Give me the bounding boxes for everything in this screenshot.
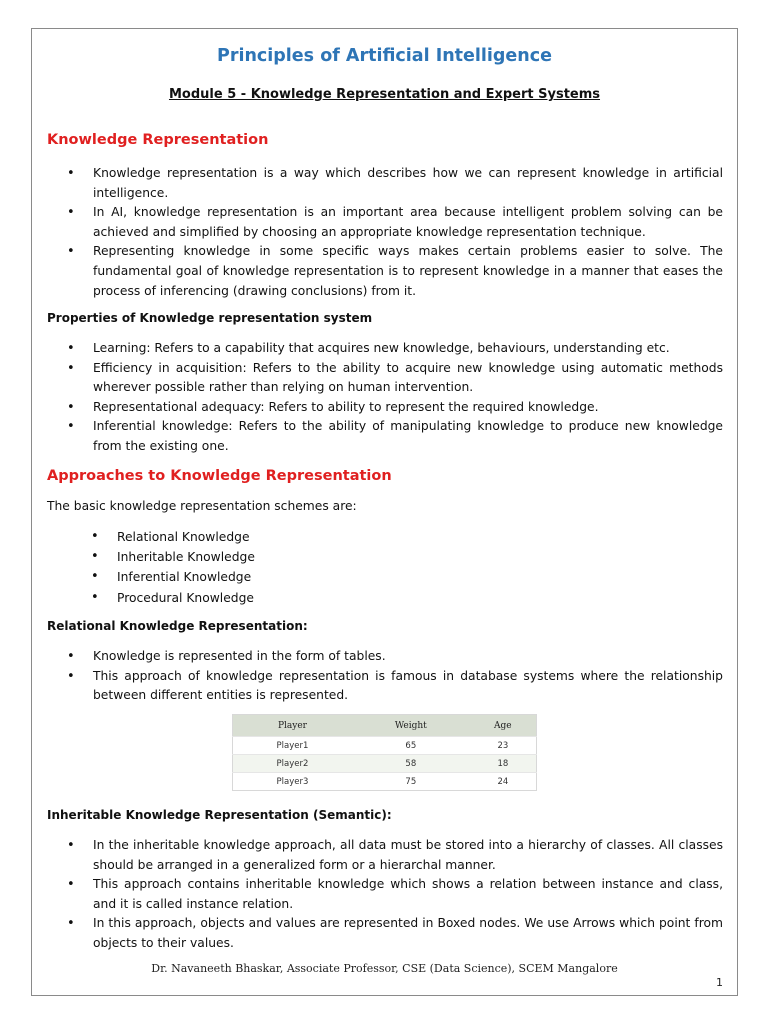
list-item: • Inferential Knowledge bbox=[90, 567, 255, 587]
list-item: • Knowledge representation is a way which describes how we can represent knowledge in artificial intelligence. bbox=[66, 164, 723, 203]
list-item: • In the inheritable knowledge approach, all data must be stored into a hierarchy of classes. All classes should be arranged in a generalized form or a hierarchal manner. bbox=[66, 836, 723, 875]
page-number: 1 bbox=[716, 976, 723, 989]
column-header: Player bbox=[233, 715, 352, 737]
schemes-intro: The basic knowledge representation schemes are: bbox=[47, 499, 357, 513]
list-item: • Relational Knowledge bbox=[90, 527, 255, 547]
knowledge-representation-list bbox=[66, 164, 723, 301]
table-cell: 58 bbox=[352, 755, 470, 773]
table-header-row bbox=[233, 715, 537, 737]
list-item: • Efficiency in acquisition: Refers to the ability to acquire new knowledge using automatic methods wherever possible rather than relying on human intervention. bbox=[66, 359, 723, 398]
list-item: • Learning: Refers to a capability that acquires new knowledge, behaviours, understanding etc. bbox=[66, 339, 723, 359]
player-table bbox=[232, 714, 537, 791]
table-row bbox=[233, 773, 537, 791]
list-item: • Representing knowledge in some specific ways makes certain problems easier to solve. The fundamental goal of knowledge representation is to represent knowledge in a manner that eases the process of inferencing (drawing conclusions) from it. bbox=[66, 242, 723, 301]
list-item: • Inheritable Knowledge bbox=[90, 547, 255, 567]
table-cell: Player3 bbox=[233, 773, 352, 791]
table-cell: 23 bbox=[470, 737, 537, 755]
column-header: Weight bbox=[352, 715, 470, 737]
relational-list bbox=[66, 647, 723, 706]
footer-author: Dr. Navaneeth Bhaskar, Associate Professor, CSE (Data Science), SCEM Mangalore bbox=[151, 962, 618, 975]
inheritable-heading: Inheritable Knowledge Representation (Semantic): bbox=[47, 808, 392, 822]
list-item: • Inferential knowledge: Refers to the ability of manipulating knowledge to produce new knowledge from the existing one. bbox=[66, 417, 723, 456]
table-row bbox=[233, 737, 537, 755]
list-item: • In AI, knowledge representation is an important area because intelligent problem solving can be achieved and simplified by choosing an appropriate knowledge representation technique. bbox=[66, 203, 723, 242]
table-cell: Player2 bbox=[233, 755, 352, 773]
schemes-list bbox=[90, 527, 255, 608]
list-item: • Representational adequacy: Refers to ability to represent the required knowledge. bbox=[66, 398, 723, 418]
properties-heading: Properties of Knowledge representation system bbox=[47, 311, 373, 325]
properties-list bbox=[66, 339, 723, 457]
section-heading-approaches: Approaches to Knowledge Representation bbox=[47, 468, 392, 484]
table-cell: 75 bbox=[352, 773, 470, 791]
list-item: • Knowledge is represented in the form of tables. bbox=[66, 647, 723, 667]
column-header: Age bbox=[470, 715, 537, 737]
table-cell: 65 bbox=[352, 737, 470, 755]
list-item: • This approach contains inheritable knowledge which shows a relation between instance and class, and it is called instance relation. bbox=[66, 875, 723, 914]
list-item: • This approach of knowledge representation is famous in database systems where the relationship between different entities is represented. bbox=[66, 667, 723, 706]
table-cell: 18 bbox=[470, 755, 537, 773]
list-item: • Procedural Knowledge bbox=[90, 588, 255, 608]
list-item: • In this approach, objects and values are represented in Boxed nodes. We use Arrows which point from objects to their values. bbox=[66, 914, 723, 953]
table-cell: 24 bbox=[470, 773, 537, 791]
table-row bbox=[233, 755, 537, 773]
inheritable-list bbox=[66, 836, 723, 954]
module-subtitle: Module 5 - Knowledge Representation and Expert Systems bbox=[168, 87, 601, 102]
relational-heading: Relational Knowledge Representation: bbox=[47, 619, 308, 633]
section-heading-knowledge-representation: Knowledge Representation bbox=[47, 132, 269, 148]
table-cell: Player1 bbox=[233, 737, 352, 755]
document-title: Principles of Artificial Intelligence bbox=[217, 46, 552, 66]
